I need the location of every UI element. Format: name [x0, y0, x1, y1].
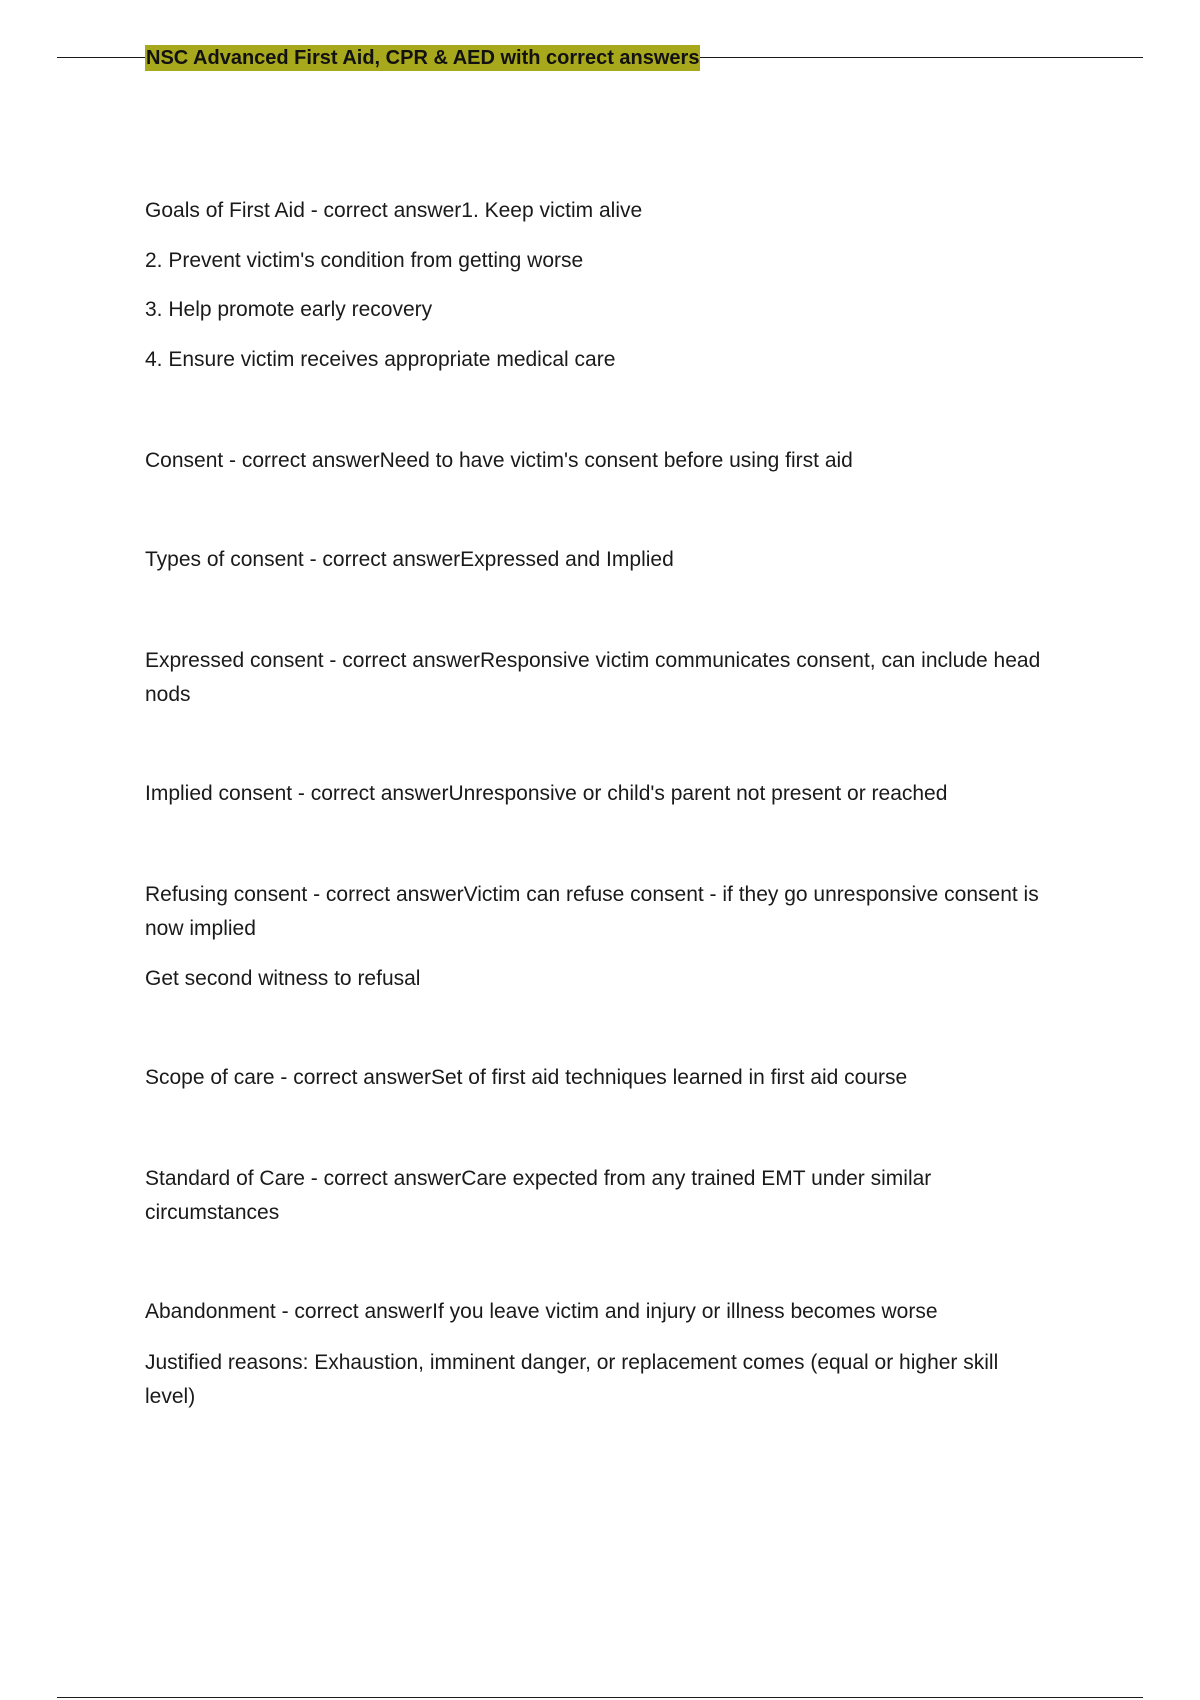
text-line: Get second witness to refusal — [145, 967, 421, 990]
text-line: Consent - correct answerNeed to have victim's consent before using first aid — [145, 449, 853, 472]
text-line: 3. Help promote early recovery — [145, 298, 433, 321]
text-line: Refusing consent - correct answerVictim can refuse consent - if they go unresponsive consent is — [145, 883, 1039, 906]
text-line: Implied consent - correct answerUnresponsive or child's parent not present or reached — [145, 782, 948, 805]
document-title: NSC Advanced First Aid, CPR & AED with correct answers — [146, 47, 700, 69]
text-line: Abandonment - correct answerIf you leave victim and injury or illness becomes worse — [145, 1300, 938, 1323]
text-line: 4. Ensure victim receives appropriate medical care — [145, 348, 616, 371]
footer-rule — [57, 1697, 1143, 1698]
text-line: Scope of care - correct answerSet of first aid techniques learned in first aid course — [145, 1066, 908, 1089]
text-line: Goals of First Aid - correct answer1. Keep victim alive — [145, 199, 643, 222]
text-line: now implied — [145, 917, 256, 940]
text-line: 2. Prevent victim's condition from getting worse — [145, 249, 584, 272]
text-line: Types of consent - correct answerExpressed and Implied — [145, 548, 674, 571]
text-line: Justified reasons: Exhaustion, imminent danger, or replacement comes (equal or higher skill — [145, 1351, 999, 1374]
text-line: Standard of Care - correct answerCare expected from any trained EMT under similar — [145, 1167, 932, 1190]
text-line: Expressed consent - correct answerResponsive victim communicates consent, can include head — [145, 649, 1041, 672]
text-line: nods — [145, 683, 191, 706]
text-line: circumstances — [145, 1201, 280, 1224]
text-line: level) — [145, 1385, 196, 1408]
